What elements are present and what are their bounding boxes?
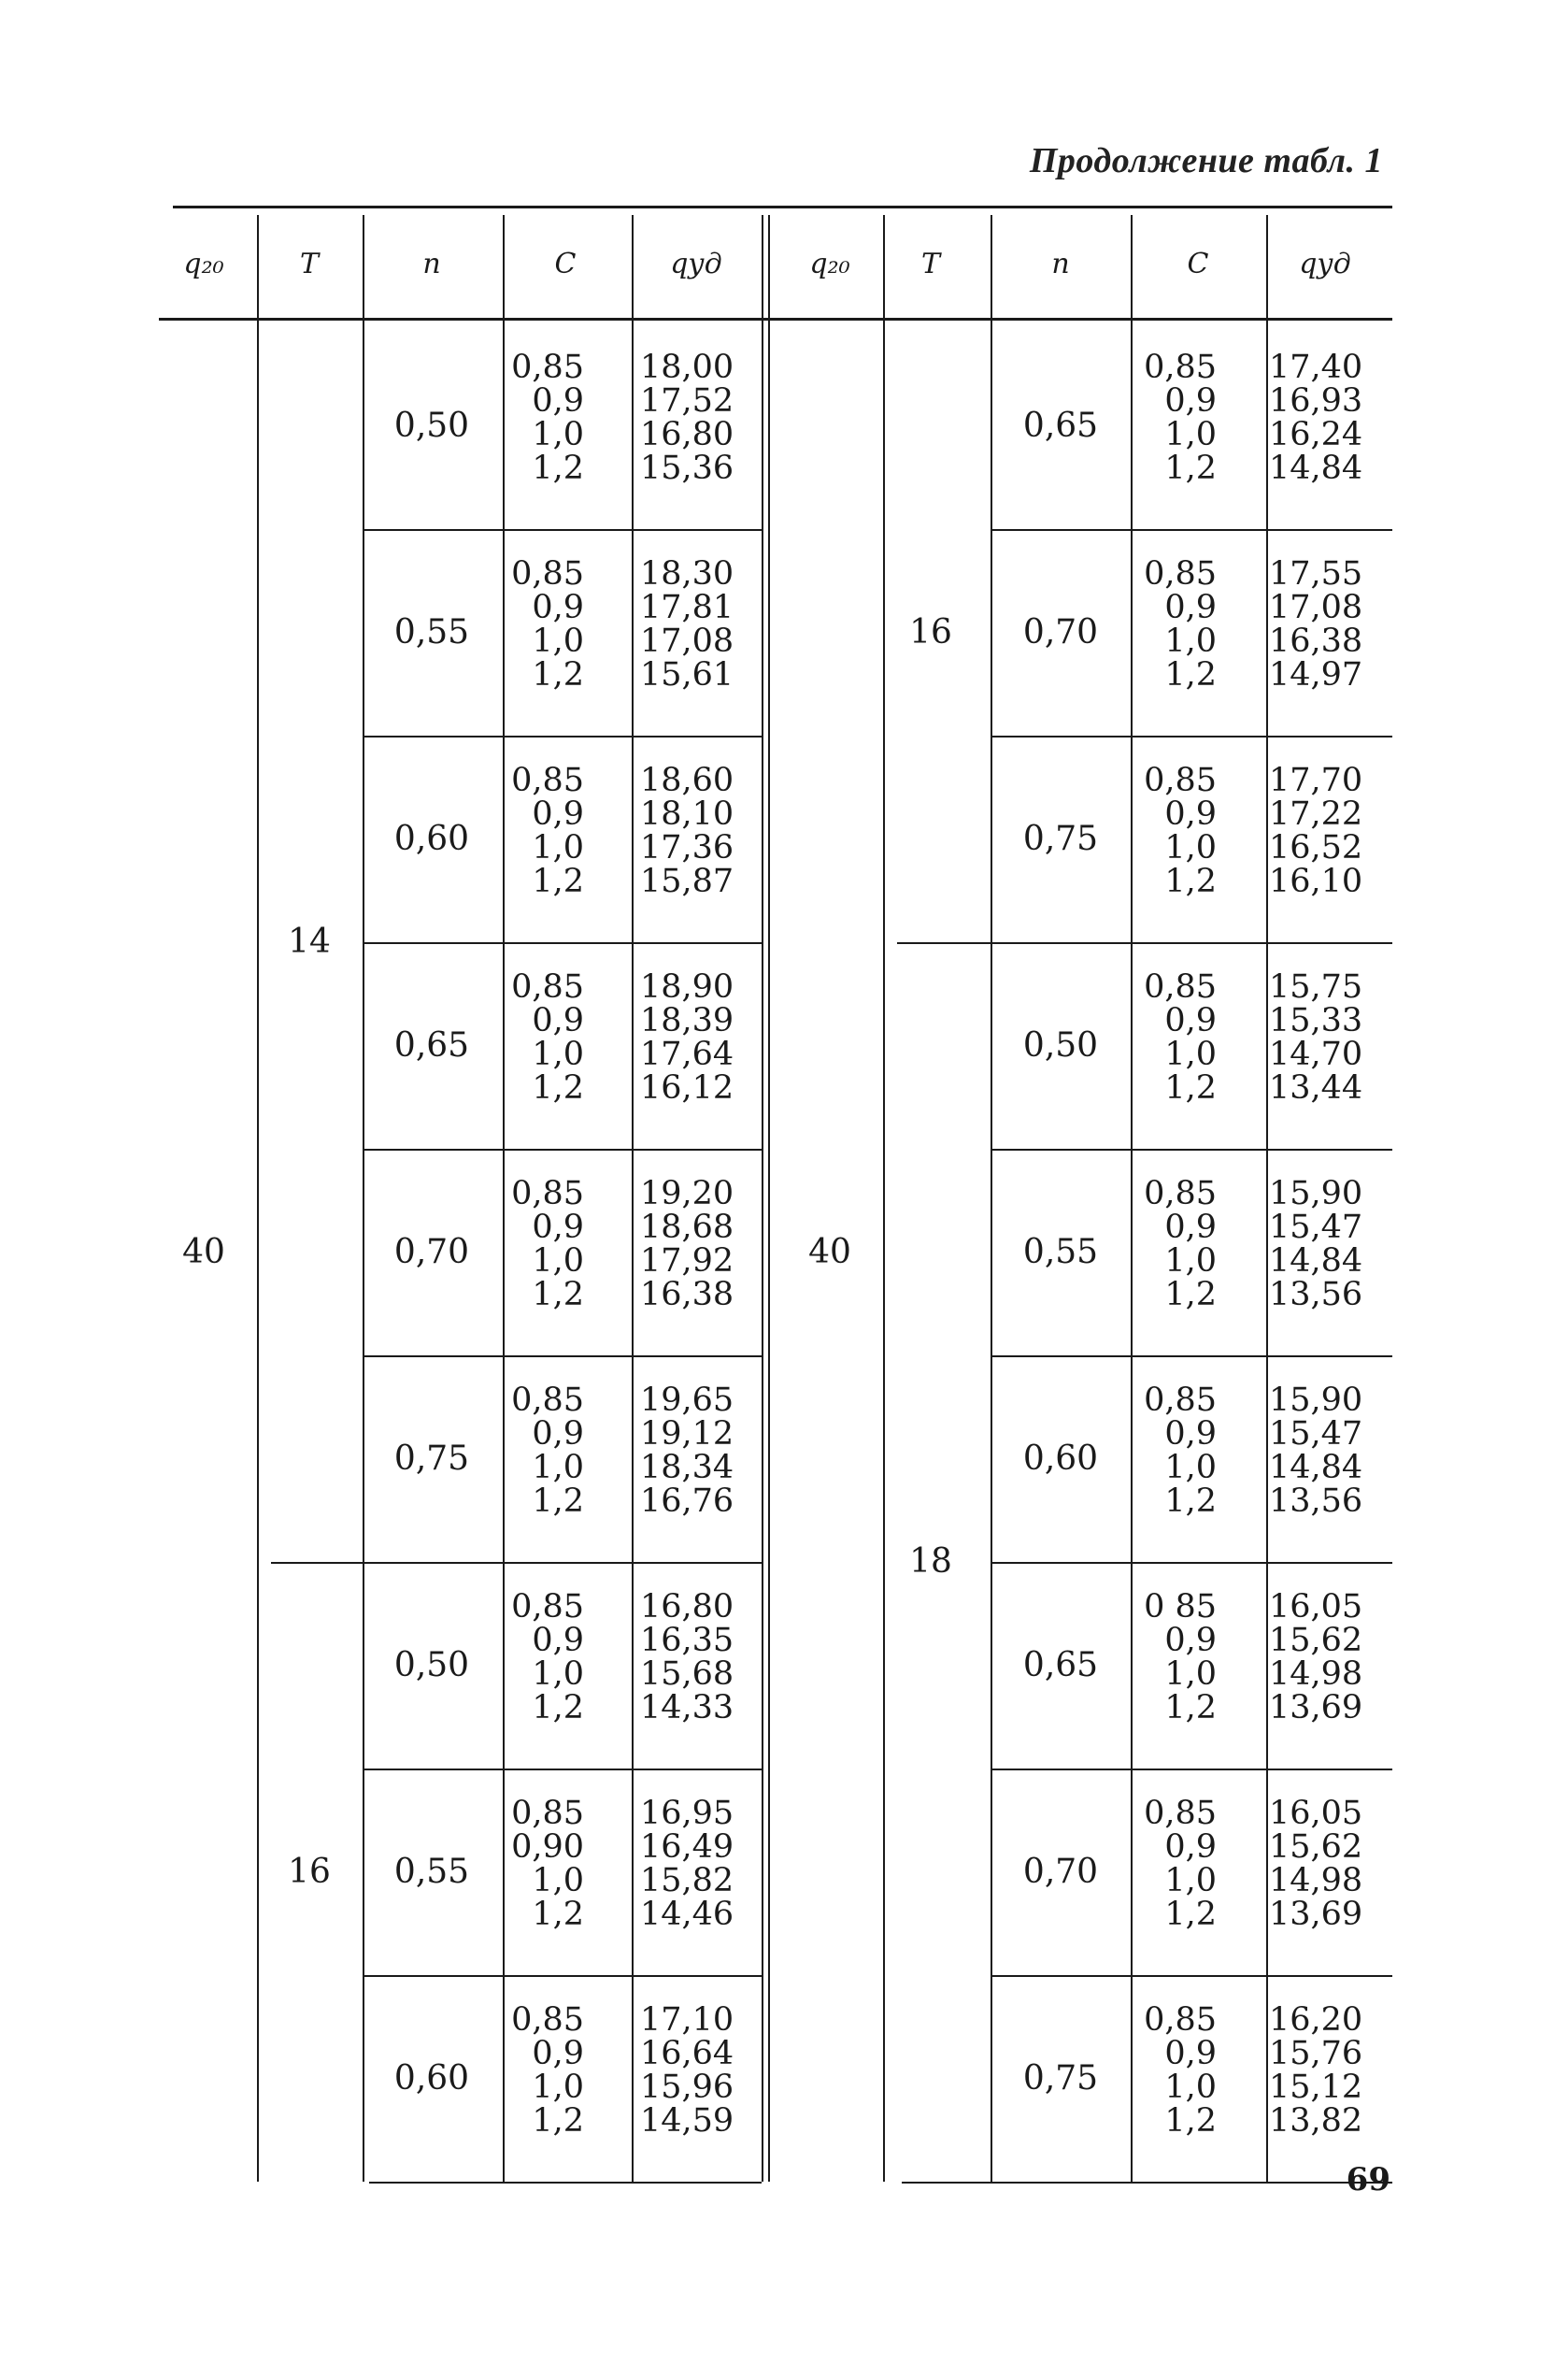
qud-values xyxy=(640,2003,734,2138)
n-value: 0,75 xyxy=(1022,2058,1099,2098)
qud-value: 13,56 xyxy=(1269,1276,1363,1313)
C-values xyxy=(1142,1590,1217,1725)
column-line xyxy=(632,215,634,2182)
C-value: 1,0 xyxy=(1164,1449,1217,1486)
qud-value: 16,05 xyxy=(1269,1795,1363,1832)
qud-value: 15,75 xyxy=(1269,968,1363,1006)
qud-value: 15,62 xyxy=(1269,1622,1363,1659)
C-values xyxy=(1142,557,1217,692)
C-values xyxy=(509,1177,584,1311)
qud-value: 16,49 xyxy=(640,1828,734,1866)
qud-value: 18,39 xyxy=(640,1002,734,1039)
C-value: 1,2 xyxy=(532,656,584,694)
C-value: 1,0 xyxy=(532,1036,584,1073)
qud-value: 14,97 xyxy=(1269,656,1363,694)
C-value: 0,9 xyxy=(1164,795,1217,833)
n-value: 0,50 xyxy=(1022,1025,1099,1065)
C-value: 0,9 xyxy=(1164,1828,1217,1866)
qud-value: 17,55 xyxy=(1269,555,1363,593)
column-line xyxy=(503,215,505,2182)
qud-value: 15,87 xyxy=(640,863,734,900)
qud-values xyxy=(640,1177,734,1311)
qud-value: 17,70 xyxy=(1269,762,1363,799)
C-value: 0,9 xyxy=(1164,2035,1217,2072)
n-value: 0,70 xyxy=(1022,1852,1099,1891)
C-values xyxy=(1142,1797,1217,1931)
C-value: 1,2 xyxy=(1164,1069,1217,1107)
qud-value: 18,68 xyxy=(640,1209,734,1246)
table-caption: Продолжение табл. 1 xyxy=(1029,141,1383,180)
T-value: 18 xyxy=(909,1542,952,1581)
n-value: 0,65 xyxy=(393,1025,470,1065)
C-value: 1,0 xyxy=(1164,623,1217,660)
qud-value: 16,93 xyxy=(1269,382,1363,420)
C-value: 0,9 xyxy=(532,1002,584,1039)
qud-value: 17,08 xyxy=(640,623,734,660)
C-value: 0,85 xyxy=(1144,968,1217,1006)
qud-value: 17,10 xyxy=(640,2001,734,2039)
C-value: 1,2 xyxy=(532,2102,584,2140)
qud-value: 17,40 xyxy=(1269,349,1363,386)
qud-values xyxy=(1269,2003,1362,2138)
qud-values xyxy=(1269,1177,1362,1311)
C-value: 0,85 xyxy=(1144,349,1217,386)
n-value: 0,60 xyxy=(393,819,470,858)
qud-value: 16,38 xyxy=(1269,623,1363,660)
n-value: 0,55 xyxy=(393,1852,470,1891)
qud-values xyxy=(1269,1590,1362,1725)
qud-value: 15,90 xyxy=(1269,1175,1363,1212)
qud-values xyxy=(640,557,734,692)
qud-value: 16,64 xyxy=(640,2035,734,2072)
separator-line xyxy=(768,215,770,2182)
C-values xyxy=(509,1797,584,1931)
block-rule xyxy=(991,1769,1392,1770)
C-values xyxy=(1142,351,1217,485)
qud-values xyxy=(1269,1383,1362,1518)
C-value: 0,9 xyxy=(1164,1415,1217,1453)
C-value: 1,0 xyxy=(532,829,584,866)
C-values xyxy=(1142,1383,1217,1518)
C-value: 1,2 xyxy=(532,1896,584,1933)
qud-value: 15,12 xyxy=(1269,2069,1363,2106)
C-value: 1,0 xyxy=(532,1655,584,1693)
C-value: 0,85 xyxy=(1144,2001,1217,2039)
qud-value: 18,34 xyxy=(640,1449,734,1486)
header-qud: qуд xyxy=(670,248,722,280)
C-value: 0,85 xyxy=(511,1175,584,1212)
qud-value: 14,70 xyxy=(1269,1036,1363,1073)
C-value: 0,9 xyxy=(532,795,584,833)
C-value: 0,85 xyxy=(511,968,584,1006)
C-value: 1,2 xyxy=(1164,1276,1217,1313)
qud-value: 15,90 xyxy=(1269,1382,1363,1419)
q20-value: 40 xyxy=(808,1232,851,1271)
C-values xyxy=(1142,1177,1217,1311)
C-value: 1,0 xyxy=(532,623,584,660)
qud-value: 14,33 xyxy=(640,1689,734,1726)
column-line xyxy=(883,215,885,2182)
C-value: 1,2 xyxy=(1164,2102,1217,2140)
qud-values xyxy=(640,764,734,898)
C-value: 0,9 xyxy=(532,589,584,626)
block-rule xyxy=(364,1975,762,1977)
qud-value: 16,05 xyxy=(1269,1588,1363,1625)
C-value: 1,2 xyxy=(1164,1896,1217,1933)
C-value: 1,0 xyxy=(1164,2069,1217,2106)
qud-value: 17,64 xyxy=(640,1036,734,1073)
C-value: 0,85 xyxy=(1144,1175,1217,1212)
C-value: 0,85 xyxy=(1144,762,1217,799)
C-values xyxy=(509,1383,584,1518)
qud-values xyxy=(1269,970,1362,1105)
qud-value: 13,44 xyxy=(1269,1069,1363,1107)
qud-value: 15,62 xyxy=(1269,1828,1363,1866)
C-value: 1,0 xyxy=(1164,829,1217,866)
qud-values xyxy=(640,1383,734,1518)
C-value: 0 85 xyxy=(1144,1588,1217,1625)
qud-value: 16,80 xyxy=(640,416,734,453)
C-value: 1,2 xyxy=(1164,1482,1217,1520)
group-rule xyxy=(897,942,1392,944)
block-rule xyxy=(364,1149,762,1151)
qud-value: 18,00 xyxy=(640,349,734,386)
qud-value: 16,52 xyxy=(1269,829,1363,866)
qud-values xyxy=(1269,351,1362,485)
C-value: 1,0 xyxy=(1164,1036,1217,1073)
qud-value: 15,61 xyxy=(640,656,734,694)
qud-value: 18,10 xyxy=(640,795,734,833)
C-value: 0,9 xyxy=(1164,589,1217,626)
qud-values xyxy=(640,970,734,1105)
C-value: 1,0 xyxy=(532,1862,584,1899)
C-value: 1,0 xyxy=(532,2069,584,2106)
header-C: C xyxy=(554,248,577,280)
C-value: 0,9 xyxy=(1164,1209,1217,1246)
qud-value: 16,35 xyxy=(640,1622,734,1659)
C-value: 0,9 xyxy=(1164,1002,1217,1039)
C-value: 1,0 xyxy=(1164,1655,1217,1693)
n-value: 0,55 xyxy=(393,612,470,652)
qud-value: 17,08 xyxy=(1269,589,1363,626)
C-value: 0,9 xyxy=(532,1622,584,1659)
qud-value: 19,12 xyxy=(640,1415,734,1453)
C-value: 1,0 xyxy=(1164,416,1217,453)
C-value: 1,2 xyxy=(532,1689,584,1726)
header-C: C xyxy=(1187,248,1209,280)
C-value: 1,2 xyxy=(532,1276,584,1313)
C-value: 0,9 xyxy=(532,2035,584,2072)
qud-value: 13,82 xyxy=(1269,2102,1363,2140)
C-value: 0,9 xyxy=(532,1209,584,1246)
column-line xyxy=(991,215,992,2182)
qud-value: 14,46 xyxy=(640,1896,734,1933)
qud-value: 13,69 xyxy=(1269,1689,1363,1726)
T-value: 16 xyxy=(288,1852,331,1891)
qud-value: 19,65 xyxy=(640,1382,734,1419)
qud-value: 15,47 xyxy=(1269,1415,1363,1453)
qud-value: 15,47 xyxy=(1269,1209,1363,1246)
page-number: 69 xyxy=(1346,2161,1390,2198)
n-value: 0,50 xyxy=(393,406,470,445)
header-T: T xyxy=(920,248,940,280)
qud-values xyxy=(1269,764,1362,898)
qud-value: 14,59 xyxy=(640,2102,734,2140)
C-value: 0,9 xyxy=(532,1415,584,1453)
n-value: 0,70 xyxy=(1022,612,1099,652)
n-value: 0,60 xyxy=(1022,1439,1099,1478)
qud-value: 18,90 xyxy=(640,968,734,1006)
qud-value: 15,68 xyxy=(640,1655,734,1693)
qud-values xyxy=(1269,1797,1362,1931)
table-top-rule xyxy=(173,206,1392,208)
group-rule xyxy=(271,1562,762,1564)
block-rule xyxy=(991,1355,1392,1357)
qud-value: 19,20 xyxy=(640,1175,734,1212)
block-rule xyxy=(991,1975,1392,1977)
C-value: 0,9 xyxy=(1164,1622,1217,1659)
header-n: n xyxy=(1051,248,1070,280)
C-value: 1,0 xyxy=(1164,1862,1217,1899)
qud-value: 16,20 xyxy=(1269,2001,1363,2039)
qud-value: 16,38 xyxy=(640,1276,734,1313)
C-value: 0,85 xyxy=(511,349,584,386)
n-value: 0,60 xyxy=(393,2058,470,2098)
column-line xyxy=(257,215,259,2182)
n-value: 0,65 xyxy=(1022,406,1099,445)
table-bottom-rule xyxy=(902,2182,1392,2184)
C-value: 0,85 xyxy=(1144,555,1217,593)
qud-value: 14,84 xyxy=(1269,1449,1363,1486)
table-bottom-rule xyxy=(369,2182,762,2184)
qud-value: 17,36 xyxy=(640,829,734,866)
C-value: 0,9 xyxy=(532,382,584,420)
qud-value: 16,76 xyxy=(640,1482,734,1520)
separator-line xyxy=(762,215,763,2182)
qud-value: 15,82 xyxy=(640,1862,734,1899)
C-values xyxy=(509,1590,584,1725)
C-value: 0,90 xyxy=(511,1828,584,1866)
qud-value: 14,98 xyxy=(1269,1862,1363,1899)
header-n: n xyxy=(422,248,441,280)
C-values xyxy=(509,557,584,692)
qud-value: 15,33 xyxy=(1269,1002,1363,1039)
n-value: 0,70 xyxy=(393,1232,470,1271)
qud-value: 18,60 xyxy=(640,762,734,799)
q20-value: 40 xyxy=(182,1232,225,1271)
C-value: 1,0 xyxy=(532,1449,584,1486)
qud-values xyxy=(1269,557,1362,692)
C-value: 0,85 xyxy=(511,762,584,799)
qud-value: 14,84 xyxy=(1269,450,1363,487)
qud-value: 15,36 xyxy=(640,450,734,487)
C-value: 1,0 xyxy=(1164,1242,1217,1280)
qud-values xyxy=(640,1590,734,1725)
block-rule xyxy=(364,736,762,738)
C-values xyxy=(509,2003,584,2138)
qud-value: 16,12 xyxy=(640,1069,734,1107)
C-value: 0,85 xyxy=(1144,1795,1217,1832)
header-q20: q₂₀ xyxy=(809,248,850,280)
qud-value: 14,98 xyxy=(1269,1655,1363,1693)
qud-value: 16,10 xyxy=(1269,863,1363,900)
qud-value: 16,24 xyxy=(1269,416,1363,453)
block-rule xyxy=(364,942,762,944)
n-value: 0,55 xyxy=(1022,1232,1099,1271)
qud-value: 17,52 xyxy=(640,382,734,420)
block-rule xyxy=(991,1562,1392,1564)
qud-value: 17,81 xyxy=(640,589,734,626)
C-value: 0,85 xyxy=(511,555,584,593)
C-value: 1,2 xyxy=(532,1069,584,1107)
block-rule xyxy=(364,529,762,531)
qud-value: 17,92 xyxy=(640,1242,734,1280)
n-value: 0,65 xyxy=(1022,1645,1099,1684)
C-value: 1,2 xyxy=(532,1482,584,1520)
column-line xyxy=(363,215,364,2182)
block-rule xyxy=(991,529,1392,531)
C-values xyxy=(1142,970,1217,1105)
block-rule xyxy=(991,736,1392,738)
C-value: 1,2 xyxy=(1164,1689,1217,1726)
qud-value: 13,69 xyxy=(1269,1896,1363,1933)
C-value: 1,2 xyxy=(1164,450,1217,487)
qud-value: 16,80 xyxy=(640,1588,734,1625)
C-values xyxy=(509,970,584,1105)
qud-values xyxy=(640,351,734,485)
qud-value: 15,76 xyxy=(1269,2035,1363,2072)
T-value: 16 xyxy=(909,612,952,652)
header-q20: q₂₀ xyxy=(183,248,224,280)
qud-value: 17,22 xyxy=(1269,795,1363,833)
block-rule xyxy=(364,1355,762,1357)
C-value: 0,85 xyxy=(511,1795,584,1832)
C-values xyxy=(509,351,584,485)
C-values xyxy=(1142,764,1217,898)
n-value: 0,75 xyxy=(1022,819,1099,858)
C-value: 0,85 xyxy=(1144,1382,1217,1419)
qud-values xyxy=(640,1797,734,1931)
C-value: 0,9 xyxy=(1164,382,1217,420)
C-value: 1,0 xyxy=(532,416,584,453)
n-value: 0,75 xyxy=(393,1439,470,1478)
C-value: 1,2 xyxy=(1164,863,1217,900)
header-T: T xyxy=(299,248,319,280)
C-values xyxy=(509,764,584,898)
column-line xyxy=(1266,215,1268,2182)
qud-value: 18,30 xyxy=(640,555,734,593)
C-value: 1,2 xyxy=(532,450,584,487)
C-value: 0,85 xyxy=(511,1382,584,1419)
header-bottom-rule xyxy=(159,318,1392,321)
block-rule xyxy=(364,1769,762,1770)
C-value: 1,0 xyxy=(532,1242,584,1280)
T-value: 14 xyxy=(288,923,331,961)
column-line xyxy=(1131,215,1133,2182)
qud-value: 15,96 xyxy=(640,2069,734,2106)
qud-value: 14,84 xyxy=(1269,1242,1363,1280)
n-value: 0,50 xyxy=(393,1645,470,1684)
block-rule xyxy=(991,1149,1392,1151)
qud-value: 13,56 xyxy=(1269,1482,1363,1520)
C-value: 1,2 xyxy=(1164,656,1217,694)
C-values xyxy=(1142,2003,1217,2138)
qud-value: 16,95 xyxy=(640,1795,734,1832)
C-value: 1,2 xyxy=(532,863,584,900)
C-value: 0,85 xyxy=(511,2001,584,2039)
C-value: 0,85 xyxy=(511,1588,584,1625)
header-qud: qуд xyxy=(1299,248,1351,280)
